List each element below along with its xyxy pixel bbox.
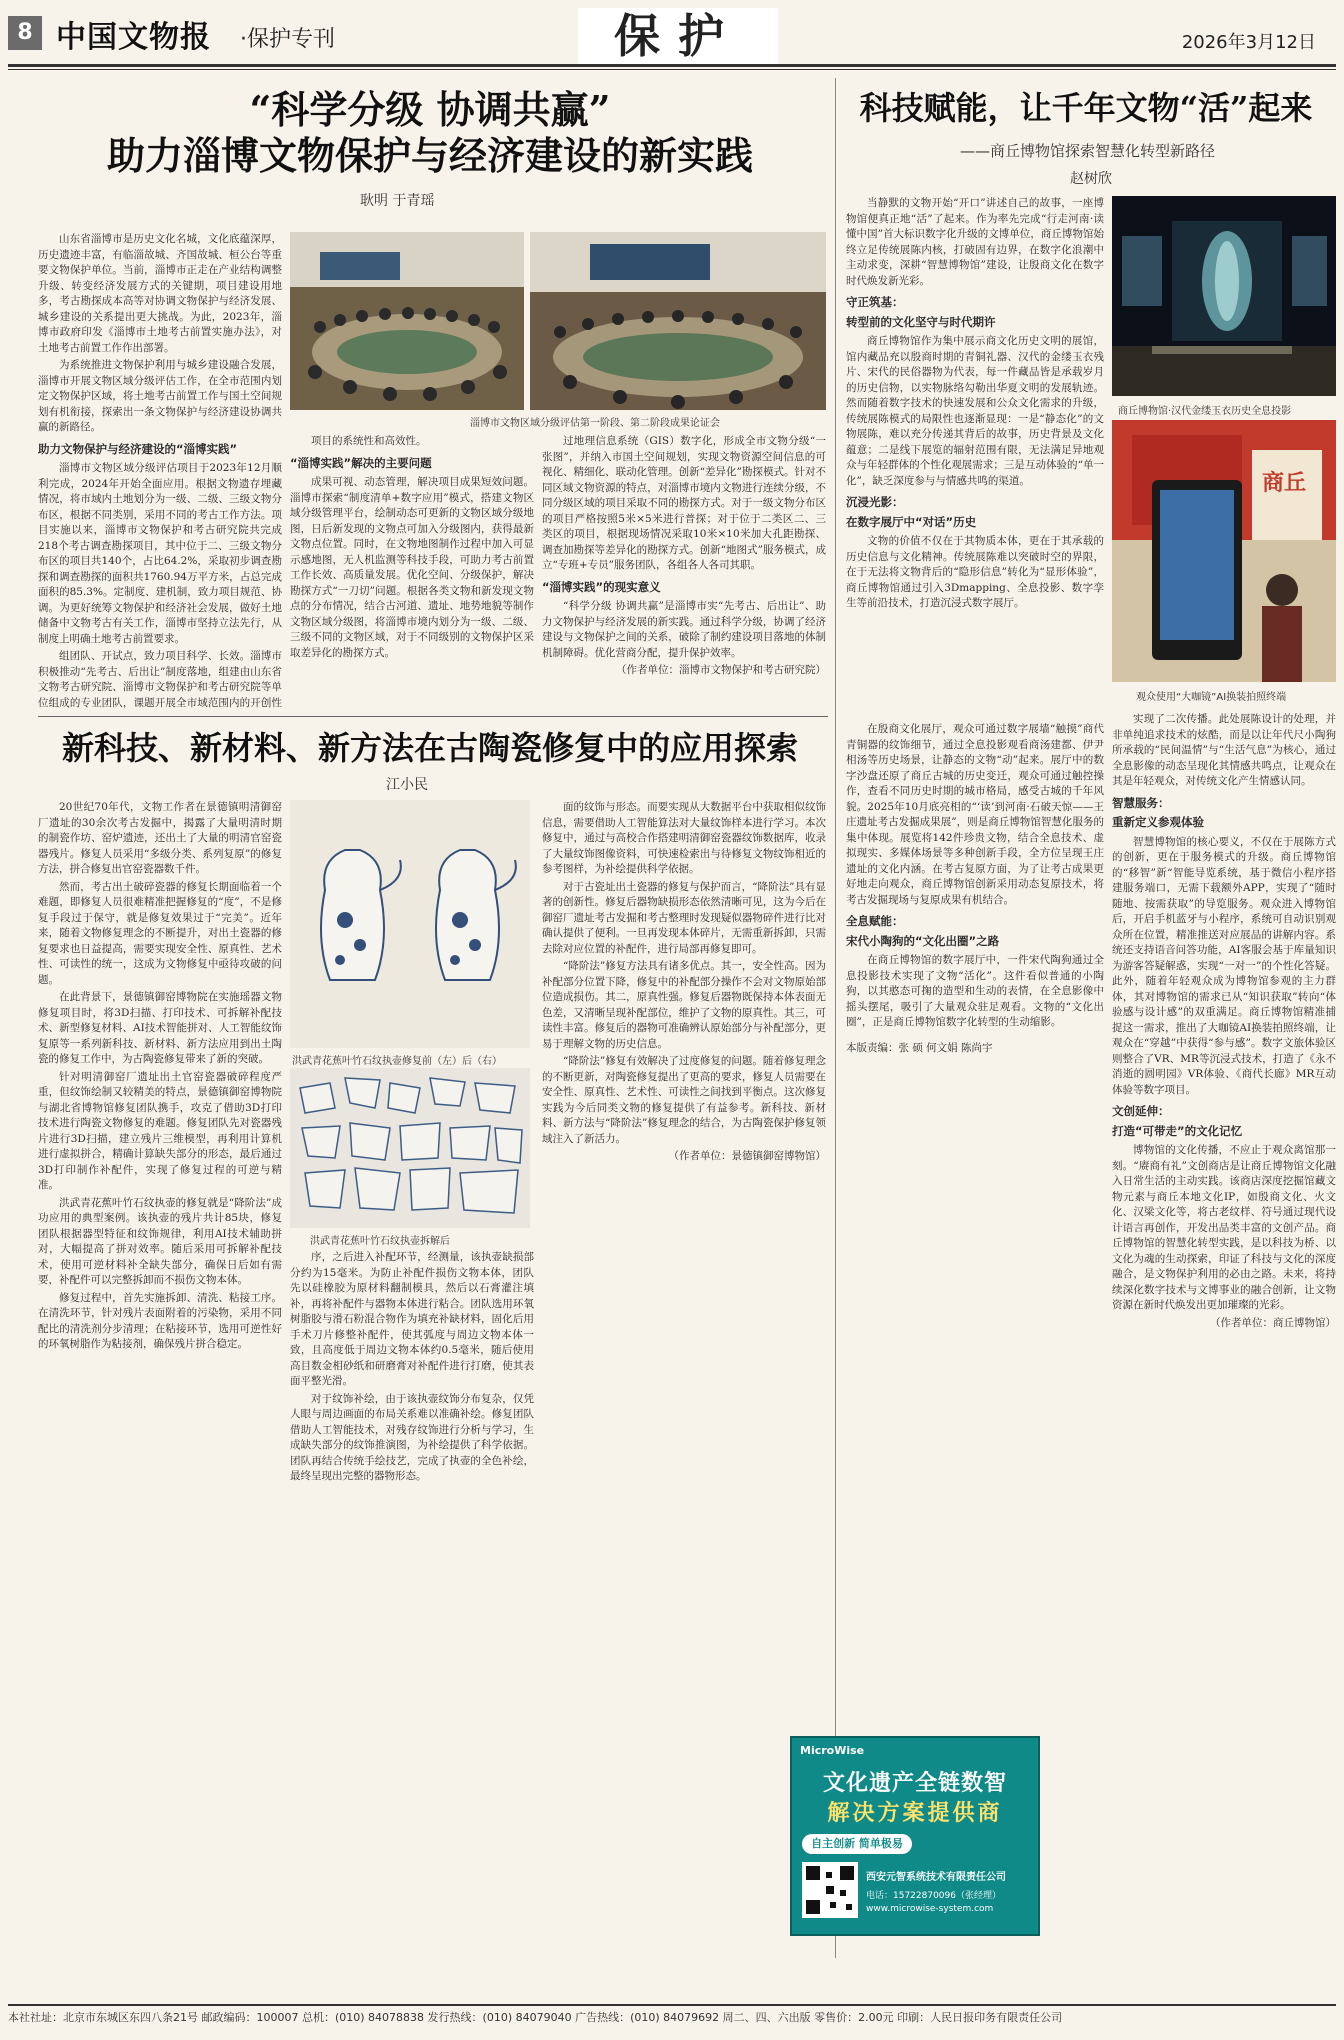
article3-subtitle: ——商丘博物馆探索智慧化转型新路径 — [960, 142, 1216, 160]
article3-subhead-1: 守正筑基： — [846, 295, 904, 309]
article3-photo-ai-mirror — [1112, 420, 1336, 682]
article2-body-filler: “降阶法”修复方法具有诸多优点。其一，安全性高。因为补配部分位置下降，修复中的补配部分操作不会对文物原始部位造成损伤。其二，原真性强。修复后器物既保持本体表面无色差，又清晰呈现补配部位，维护了文物的原真性。其三，可读性丰富。修复后的器物可准确辨认原始部分与补配部分，更易于理解文物的历史信息。 — [542, 960, 826, 1050]
article1-photo-caption: 淄博市文物区域分级评估第一阶段、第二阶段成果论证会 — [470, 418, 720, 429]
article1-intro: 山东省淄博市是历史文化名城，文化底蕴深厚，历史遗迹丰富，有临淄故城、齐国故城、桓公台等重要文物保护单位。当前，淄博市正走在产业结构调整升级、转变经济发展方式的关键期，项目建设用地多，考古勘探成本高等对协调文物保护与经济发展、城乡建设的关系提出更大挑战。为此，2023年，淄博市政府印发《淄博市土地考古前置实施办法》，对土地考古前置工作作出部署。 — [38, 233, 282, 354]
article3-body-filler: 在商丘博物馆的数字展厅中，一件宋代陶狗通过全息投影技术实现了文物“活化”。这件看似普通的小陶狗，以其憨态可掬的造型和生动的表情，在全息影像中摇头摆尾，吸引了大量观众驻足观看。文物的“文化出圈”，正是商丘博物馆数字化转型的生动缩影。 — [846, 954, 1104, 1028]
article1-byline: 耿明 于青瑶 — [360, 193, 435, 209]
article1-column-2 — [290, 434, 534, 710]
ad-phone: 电话：15722870096（张经理） — [866, 1891, 1001, 1901]
article2-byline: 江小民 — [386, 777, 428, 793]
article-divider — [38, 716, 828, 717]
article1-body-filler: “科学分级 协调共赢”是淄博市实“先考古、后出让”、助力文物保护与经济发展的新实践。通过科学分级，协调了经济建设与文物保护之间的关系，破除了制约建设项目落地的体制机制障碍。优化营商分配，提升保护效率。 — [542, 600, 826, 659]
article3-subhead-9: 全息赋能： — [846, 914, 904, 928]
article3-column-2 — [1112, 712, 1336, 1976]
article1-body-filler: 淄博市文物区域分级评估项目于2023年12月顺利完成，2024年开始全面应用。根据文物遗存埋藏情况，将市域内土地划分为一级、二级、三级文物分布区，根据不同类别，采用不同的考古工作方法。项目实施以来，淄博市文物保护和考古研究院共完成218个考古调查勘探项目，其中位于二、三级文物分布区的项目共140个，占比64.2%，采取初步调查勘探和调查勘探的面积共1760.94万平方米，占总完成面积的85.3%。定制度、建机制，致力项目规范、协调。为更好统筹文物保护和经济社会发展，做好土地储备中文物考古有关工作，淄博市坚持立法先行，从制度上明确土地考古前置要求。 — [38, 462, 282, 645]
ad-tagline: 自主创新 简单极易 — [802, 1834, 912, 1854]
ad-company: 西安元智系统技术有限责任公司 — [866, 1872, 1006, 1883]
article3-photo-hologram — [1112, 196, 1336, 396]
article3-body-filler: 商丘博物馆作为集中展示商文化历史文明的展馆，馆内藏品充以殷商时期的青铜礼器、汉代的金缕玉衣残片、宋代的民俗器物为代表，每一件藏品皆是承载岁月的历史信物，以实物脉络勾勒出华夏文明的发展轨迹。然而随着数字技术的快速发展和公众文化需求的升级，传统展陈模式的局限性也逐渐显现：一是“静态化”的文物展陈，难以充分传递其背后的故事，历史背景及文化蕴意；二是线下展览的辐射范围有限，无法满足异地观众与年轻群体的个性化观展需求；三是互动体验的“单一化”，缺乏深度参与与情感共鸣的渠道。 — [846, 335, 1104, 487]
article1-body-filler: 项目的系统性和高效性。 — [311, 435, 427, 447]
page-footer: 本社社址：北京市东城区东四八条21号 邮政编码：100007 总机：(010) 84078838 发行热线：(010) 84079040 广告热线：(010) 84079692 周二、四、六出版 零售价：2.00元 印刷：人民日报印务有限责任公司 — [8, 2004, 1336, 2032]
svg-text:商丘: 商丘 — [1262, 471, 1307, 496]
article1-subhead-2: “淄博实践”解决的主要问题 — [290, 455, 432, 470]
article2-column-3 — [542, 800, 826, 1996]
issue-date: 2026年3月12日 — [1181, 32, 1316, 53]
article1-subhead-1: 助力文物保护与经济建设的“淄博实践” — [38, 441, 238, 456]
article3-column-1b — [846, 722, 1104, 1734]
article3-editors: 本版责编：张 硕 何文娟 陈尚宇 — [846, 1041, 993, 1054]
ad-title-line2: 解决方案提供商 — [827, 1800, 1003, 1826]
page-number: 8 — [8, 16, 42, 50]
article1-column-1 — [38, 232, 282, 710]
ad-brand: MicroWise — [800, 1744, 865, 1757]
article2-photo-teapots — [290, 800, 530, 1048]
article3-body-filler: 智慧博物馆的核心要义，不仅在于展陈方式的创新，更在于服务模式的升级。商丘博物馆的“移智”新“智能导览系统，基于微信小程序搭建服务端口，无需下载额外APP，实现了“随时随地、按需获取”的导览服务。观众进入博物馆后，开启手机蓝牙与小程序，系统可自动识别观众所在位置，精准推送对应展品的讲解内容。系统还支持语音问答功能，AI客服会基于库量知识为游客答疑解惑，实现“一对一”的个性化答疑。此外，随着年轻观众成为博物馆参观的主力群体，其对博物馆的需求已从“知识获取”转向“体验感与设计感”的双重满足。商丘博物馆精准捕捉这一需求，推出了大咖镜AI换装拍照终端，让观众在“穿越”中获得“参与感”。数字文旅体验区则整合了VR、MR等沉浸式技术，打造了《永不消逝的圆明园》VR体验、《商代长廊》MR互动体验等数字项目。 — [1112, 835, 1336, 1096]
section-title: 保护 — [578, 8, 778, 64]
page-header — [8, 8, 1336, 68]
article1-body-filler: 过地理信息系统（GIS）数字化，形成全市文物分级“一张图”，并纳入市国土空间规划，实现文物资源空间信息的可视化、精细化、联动化管理。创新“差异化”勘探模式。针对不同区域文物资源的特点，对淄博市境内文物进行连续分级，不同分级区域的项目采取不同的勘探方式。对于一级文物分布区的项目严格按照5米×5米进行普探；对于位于二类区二、三类区的项目，根据现场情况采取10米×10米加大孔距勘探、调查加勘探等差异化的勘探方式。创新“地图式”服务模式，成立“专班+专员”服务团队，各组各人各司其职。 — [542, 435, 826, 571]
qr-code-icon[interactable] — [802, 1862, 858, 1918]
article3-body-filler: 实现了二次传播。此处展陈设计的处理，并非单纯追求技术的炫酷，而是以让年代尺小陶狗所承载的“民间温情”与“生活气息”为核心，通过全息影像的动态呈现化其情感共鸣点，让观众在其是年轻观众，对传统文化产生情感认同。 — [1112, 713, 1336, 787]
header-rule — [8, 64, 1336, 67]
article2-body-filler: 在此背景下，景德镇御窑博物院在实施瑶器文物修复项目时，将3D扫描、打印技术、可拆解补配技术、新型修复材料、AI技术智能拼对、人工智能纹饰复原等一系列新科技、新材料、新方法应用到出土陶瓷的修复工作中，为古陶瓷修复带来了新的突破。 — [38, 991, 282, 1065]
article1-credit: （作者单位：淄博市文物保护和考古研究院） — [616, 664, 826, 676]
article2-body-filler: “降阶法”修复有效解决了过度修复的问题。随着修复理念的不断更新，对陶瓷修复提出了更高的要求，修复人员需要在安全性、原真性、艺术性、可读性之间找到平衡点。这次修复实践为今后同类文物的修复提供了有益参考。新科技、新材料、新方法与“降阶法”修复理念的结合，为古陶瓷保护修复领域注入了新活力。 — [542, 1055, 826, 1145]
article1-headline-line2: 助力淄博文物保护与经济建设的新实践 — [106, 133, 753, 178]
advertisement[interactable] — [790, 1736, 1040, 1936]
ad-title-line1: 文化遗产全链数智 — [822, 1770, 1007, 1796]
article2-column-2 — [290, 1250, 534, 1996]
article1-column-3 — [542, 434, 826, 710]
article3-byline: 赵树欣 — [1070, 171, 1112, 187]
article3-credit: （作者单位：商丘博物馆） — [1210, 1316, 1336, 1329]
article1-headline-line1: “科学分级 协调共赢” — [249, 87, 611, 132]
article1-body-filler: 成果可视、动态管理，解决项目成果短效问题。淄博市探索“制度清单+数字应用”模式，搭建文物区域分级管理平台，绘制动态可更新的文物区域分级地图，日后新发现的文物点可加入分级图内，获得最新文物点位置。同时，在文物地图制作过程中加入可显示感地图，无人机监测等科技手段，可助力考古前置工作长效、高质量发展。优化空间、分级保护，解决勘探方式“一刀切”问题。根据各类文物和新发现文物点的分布情况，结合古河道、遗址、地势地貌等制作文物区域分级图，将淄博市境内划分为一级、二级、三级不同的文物区域，对于不同级别的文物保护区采取差异化的勘探方式。 — [290, 476, 534, 659]
article2-photo-caption-1: 洪武青花蕉叶竹石纹执壶修复前（左）后（右） — [292, 1056, 502, 1067]
article2-body-filler: 序，之后进入补配环节，经测量，该执壶缺损部分约为15毫米。为防止补配件损伤文物本体，团队先以硅橡胶为原材料翻制模具，然后以石膏灌注填补，再将补配件与器物本体进行粘合。团队选用环氧树脂胶与滑石粉混合物作为填充补缺材料，固化后用手术刀片修整补配件，使其弧度与周边文物本体一致，且高度低于周边文物本体约0.5毫米，随后使用高目数金相砂纸和研磨膏对补配件进行打磨，使其表面平整光滑。 — [290, 1251, 534, 1387]
article2-intro: 20世纪70年代，文物工作者在景德镇明清御窑厂遗址的30余次考古发掘中，揭露了大量明清时期的制瓷作坊、窑炉遗迹，还出土了大量的明清官窑瓷器残片。修复人员采用“多级分类、系列复原”的修复方法，拼合修复出官窑瓷器数千件。 — [38, 801, 282, 875]
article3-intro: 当静默的文物开始“开口”讲述自己的故事，一座博物馆便真正地“活”了起来。作为率先完成“行走河南·读懂中国”首大标识数字化升级的文博单位，商丘博物馆始终立足传统展陈内核，打破固有边界，在数字化浪潮中主动求变，深耕“智慧博物馆”建设，让殷商文化在数字时代焕发新光彩。 — [846, 197, 1104, 287]
article1-body-filler: 为系统推进文物保护利用与城乡建设融合发展，淄博市开展文物区域分级评估工作，在全市范围内划定文物保护区域，将土地考古前置工作与国土空间规划有机衔接，探索出一条文物保护与经济建设协调共赢的新路径。 — [38, 359, 282, 433]
article2-body-filler: 对于古瓷址出土瓷器的修复与保护而言，“降阶法”具有显著的创新性。修复后器物缺损形态依然清晰可见，这为今后在御窑厂遗址考古发掘和考古整理时发现疑似器物碎件进行比对确认提供了便利。一旦再发现本体碎片，无需重新拆卸，只需去除对应位置的补配件，进行局部再修复即可。 — [542, 880, 826, 955]
article3-subhead-5: 智慧服务： — [1112, 795, 1170, 810]
article3-body-filler: 文物的价值不仅在于其物质本体，更在于其承载的历史信息与文化精神。传统展陈难以突破时空的界限，在于无法将文物背后的“隐形信息”转化为“显形体验”，商丘博物馆通过引入3Dmapping、全息投影、数字孪生等前沿技术，打造沉浸式数字展厅。 — [846, 535, 1104, 609]
article2-body-filler: 然而，考古出土破碎瓷器的修复长期面临着一个难题，即修复人员很难精准把握修复的“度”，不是修复手段过于保守，就是修复效果过于“完美”。近年来，随着文物修复理念的不断提升，对出土瓷器的修复要求也日益提高，需要实现安全性、原真性、艺术性、可读性的统一，这成为文物修复中亟待攻破的问题。 — [38, 880, 282, 986]
column-divider — [835, 78, 836, 1958]
article2-body-filler: 洪武青花蕉叶竹石纹执壶的修复就是“降阶法”成功应用的典型案例。该执壶的残片共计85块，修复团队根据器型特征和纹饰规律，利用AI技术辅助拼对，大幅提高了拼对效率。随后采用可拆解补配技术，使用可逆材料补全缺失部分，确保日后如有需要，补配件可以完整拆卸而不损伤文物本体。 — [38, 1196, 282, 1286]
article2-headline: 新科技、新材料、新方法在古陶瓷修复中的应用探索 — [61, 729, 798, 767]
article3-subhead-2: 转型前的文化坚守与时代期许 — [846, 314, 996, 329]
article2-photo-shards — [290, 1068, 530, 1228]
article2-body-filler: 针对明清御窑厂遗址出土官窑瓷器破碎程度严重，但纹饰绘制又较精美的特点，景德镇御窑博物院与湖北省博物馆修复团队携手，攻克了借助3D打印技术进行陶瓷文物修复的难题。修复团队先对瓷器残片进行3D扫描，建立残片三维模型，再利用计算机进行虚拟拼合，精确计算缺失部分的形态，最后通过3D打印制作补配件，实现了修复过程的可逆与精准。 — [38, 1070, 282, 1191]
article1-body-filler: 组团队、开试点，致力项目科学、长效。淄博市积极推动“先考古、后出让”制度落地，组建由山东省文物考古研究院、淄博市文物保护和考古研究院等单位组成的专业团队，课题开展全市域范围内的开创性 — [38, 650, 282, 709]
header-rule-thin — [8, 69, 1336, 70]
article1-photo-left — [290, 232, 524, 410]
article3-photo-caption-2: 观众使用“大咖镜”AI换装拍照终端 — [1136, 692, 1287, 703]
article3-body-filler: 博物馆的文化传播，不应止于观众离馆那一刻。“赓商有礼”文创商店是让商丘博物馆文化融入日常生活的主动实践。该商店深度挖掘馆藏文物元素与商丘本地文化IP，如殷商文化、火文化、汉梁文化等，将古老纹样、符号通过现代设计语言再创作，开发出品类丰富的文创产品。商丘博物馆的智慧化转型实践，是以科技为桥、以文化为魂的生动探索，印证了科技与文化的深度融合，是文物保护利用的必由之路。未来，将持续深化数字技术与文博事业的融合创新，让文物资源在新时代焕发出更加璀璨的光彩。 — [1112, 1144, 1336, 1311]
article3-body-filler: 在殷商文化展厅，观众可通过数字展墙“触摸”商代青铜器的纹饰细节，通过全息投影观看商汤建都、伊尹相汤等历史场景，让静态的文物“动”起来。展厅中的数字沙盘还原了商丘古城的历史变迁，观众可通过触控操作，查看不同历史时期的城市格局，感受古城的千年风貌。2025年10月底亮相的“‘读’到河南·石破天惊——王庄遗址考古发掘成果展”，则是商丘博物馆智慧化服务的集中体现。展览将142件珍贵文物，结合全息技术、虚拟现实、多媒体场景等多种创新手段，全方位呈现王庄遗址的文化内涵。在考古复原方面，为了让考古成果更好地走向观众，商丘博物馆创新采用动态复原技术，将考古发掘现场与复原成果有机结合。 — [846, 723, 1104, 906]
article3-subhead-7: 文创延伸： — [1112, 1104, 1170, 1118]
article3-headline: 科技赋能，让千年文物“活”起来 — [859, 89, 1313, 127]
article1-subhead-3: “淄博实践”的现实意义 — [542, 579, 661, 594]
article3-photo-caption-1: 商丘博物馆·汉代金缕玉衣历史全息投影 — [1118, 406, 1292, 417]
article2-body-filler: 修复过程中，首先实施拆卸、清洗、粘接工序。在清洗环节，针对残片表面附着的污染物，采用不同配比的清洗剂分步清理；在粘接环节，选用可逆性好的环氧树脂作为粘接剂，确保残片拼合稳定。 — [38, 1291, 282, 1350]
article2-column-1 — [38, 800, 282, 1996]
article2-body-filler: 面的纹饰与形态。而要实现从大数据平台中获取相似纹饰信息，需要借助人工智能算法对大量纹饰样本进行学习。本次修复中，通过与高校合作搭建明清御窑瓷器纹饰数据库，收录了大量纹饰图像资料，可快速检索出与待修复文物纹饰相近的参考图样，为补绘提供科学依据。 — [542, 801, 826, 875]
article3-column-1 — [846, 196, 1104, 722]
article1-photo-right — [530, 232, 826, 410]
masthead-logo: 中国文物报 — [56, 20, 211, 55]
article3-subhead-8: 打造“可带走”的文化记忆 — [1112, 1123, 1243, 1138]
article2-photo-caption-2: 洪武青花蕉叶竹石纹执壶拆解后 — [310, 1236, 450, 1247]
article2-body-filler: 对于纹饰补绘，由于该执壶纹饰分布复杂，仅凭人眼与周边画面的布局关系难以准确补绘。修复团队借助人工智能技术，对残存纹饰进行分析与学习，生成缺失部分的纹饰推演图，为补绘提供了科学依据。团队再结合传统手绘技艺，完成了执壶的全色补绘，最终呈现出完整的器物形态。 — [290, 1392, 534, 1482]
article3-subhead-3: 沉浸光影： — [846, 495, 904, 509]
ad-website[interactable]: www.microwise-system.com — [866, 1904, 994, 1914]
article3-subhead-4: 在数字展厅中“对话”历史 — [846, 514, 977, 529]
article3-subhead-6: 重新定义参观体验 — [1112, 815, 1204, 829]
article3-subhead-10: 宋代小陶狗的“文化出圈”之路 — [846, 933, 1000, 948]
article2-credit: （作者单位：景德镇御窑博物馆） — [668, 1150, 826, 1162]
special-edition-label: ·保护专刊 — [240, 27, 335, 52]
